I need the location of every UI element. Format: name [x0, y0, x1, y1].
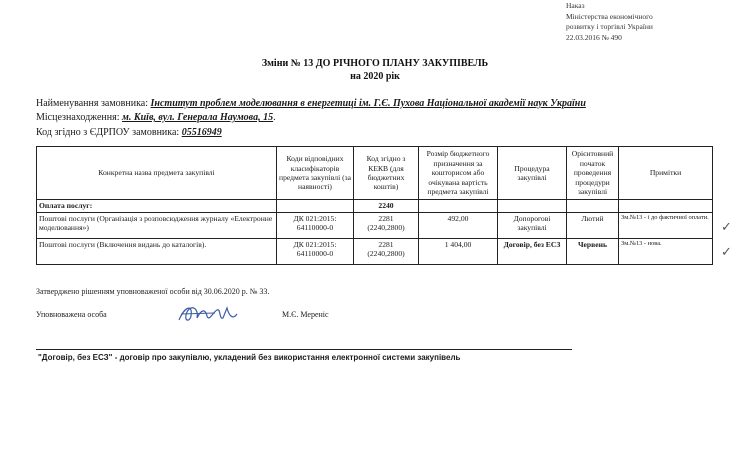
footnote-text: "Договір, без ЕСЗ" - договір про закупівлю, укладений без використання електронної системи закупівель	[38, 353, 461, 362]
row-amount: 492,00	[419, 213, 498, 239]
row-subject-name: Поштові послуги (Включення видань до каталогів).	[37, 239, 277, 265]
customer-name-field	[36, 98, 586, 110]
approval-statement: Затверджено рішенням уповноваженої особи від 30.06.2020 р. № 33.	[36, 287, 270, 296]
customer-edrpou-field	[36, 127, 222, 139]
header-subject-name: Конкретна назва предмета закупівлі	[37, 147, 277, 200]
row-kekv	[354, 239, 419, 265]
code-line: ДК 021:2015:	[293, 240, 337, 249]
row-start: Червень	[567, 239, 619, 265]
table-header-row	[37, 147, 713, 200]
order-reference	[566, 1, 653, 43]
authorized-person-name: М.Є. Мереніс	[282, 310, 329, 319]
header-start-date: Орієнтовний початок проведення процедури закупівлі	[567, 147, 619, 200]
row-procedure: Допорогові закупівлі	[498, 213, 567, 239]
table-row	[37, 239, 713, 265]
customer-name-value: Інститут проблем моделювання в енергетиці ім. Г.Є. Пухова Національної академії наук України	[150, 98, 586, 109]
customer-location-suffix: .	[273, 112, 276, 123]
order-line: Наказ	[566, 1, 585, 10]
signature-image	[175, 302, 255, 326]
customer-location-field	[36, 112, 276, 124]
customer-edrpou-label: Код згідно з ЄДРПОУ замовника:	[36, 127, 180, 138]
row-procedure: Договір, без ЕСЗ	[498, 239, 567, 265]
group-empty-cell	[619, 200, 713, 213]
customer-location-value: м. Київ, вул. Генерала Наумова, 15	[121, 112, 274, 123]
table-group-row	[37, 200, 713, 213]
group-empty-cell	[277, 200, 354, 213]
row-kekv	[354, 213, 419, 239]
authorized-person-label: Уповноважена особа	[36, 310, 107, 319]
group-empty-cell	[498, 200, 567, 213]
order-line: розвитку і торгівлі України	[566, 22, 653, 31]
checkmark-icon: ✓	[721, 220, 732, 235]
kekv-line: (2240,2800)	[367, 223, 405, 233]
row-classifier-code	[277, 239, 354, 265]
group-label: Оплата послуг:	[37, 200, 277, 213]
group-kekv: 2240	[354, 200, 419, 213]
row-note: Зм.№13 - нова.	[619, 239, 713, 265]
row-classifier-code	[277, 213, 354, 239]
group-empty-cell	[419, 200, 498, 213]
order-line: Міністерства економічного	[566, 11, 653, 21]
group-empty-cell	[567, 200, 619, 213]
row-amount: 1 404,00	[419, 239, 498, 265]
code-line: 64110000-0	[296, 249, 334, 259]
checkmark-icon: ✓	[721, 245, 732, 260]
header-kekv-code: Код згідно з КЕКВ (для бюджетних коштів)	[354, 147, 419, 200]
customer-location-label: Місцезнаходження:	[36, 112, 120, 123]
kekv-line: (2240,2800)	[367, 249, 405, 259]
header-procedure: Процедура закупівлі	[498, 147, 567, 200]
procurement-table	[36, 146, 713, 265]
table-row	[37, 213, 713, 239]
footnote-divider	[36, 349, 572, 350]
order-line: 22.03.2016 № 490	[566, 32, 622, 42]
customer-name-label: Найменування замовника:	[36, 98, 149, 109]
header-notes: Примітки	[619, 147, 713, 200]
row-start: Лютий	[567, 213, 619, 239]
row-note: Зм.№13 - і до фактичної оплати.	[619, 213, 713, 239]
code-line: ДК 021:2015:	[293, 214, 337, 223]
header-classifier-codes: Коди відповідних класифікаторів предмета закупівлі (за наявності)	[277, 147, 354, 200]
document-subtitle: на 2020 рік	[350, 71, 400, 82]
row-subject-name: Поштові послуги (Організація з розповсюдження журналу «Електронне моделювання»)	[37, 213, 277, 239]
kekv-line: 2281	[378, 240, 394, 249]
customer-edrpou-value: 05516949	[181, 127, 222, 138]
kekv-line: 2281	[378, 214, 394, 223]
code-line: 64110000-0	[296, 223, 334, 233]
header-budget-amount: Розмір бюджетного призначення за кошторисом або очікувана вартість предмета закупівлі	[419, 147, 498, 200]
document-title: Зміни № 13 ДО РІЧНОГО ПЛАНУ ЗАКУПІВЕЛЬ	[261, 58, 489, 69]
